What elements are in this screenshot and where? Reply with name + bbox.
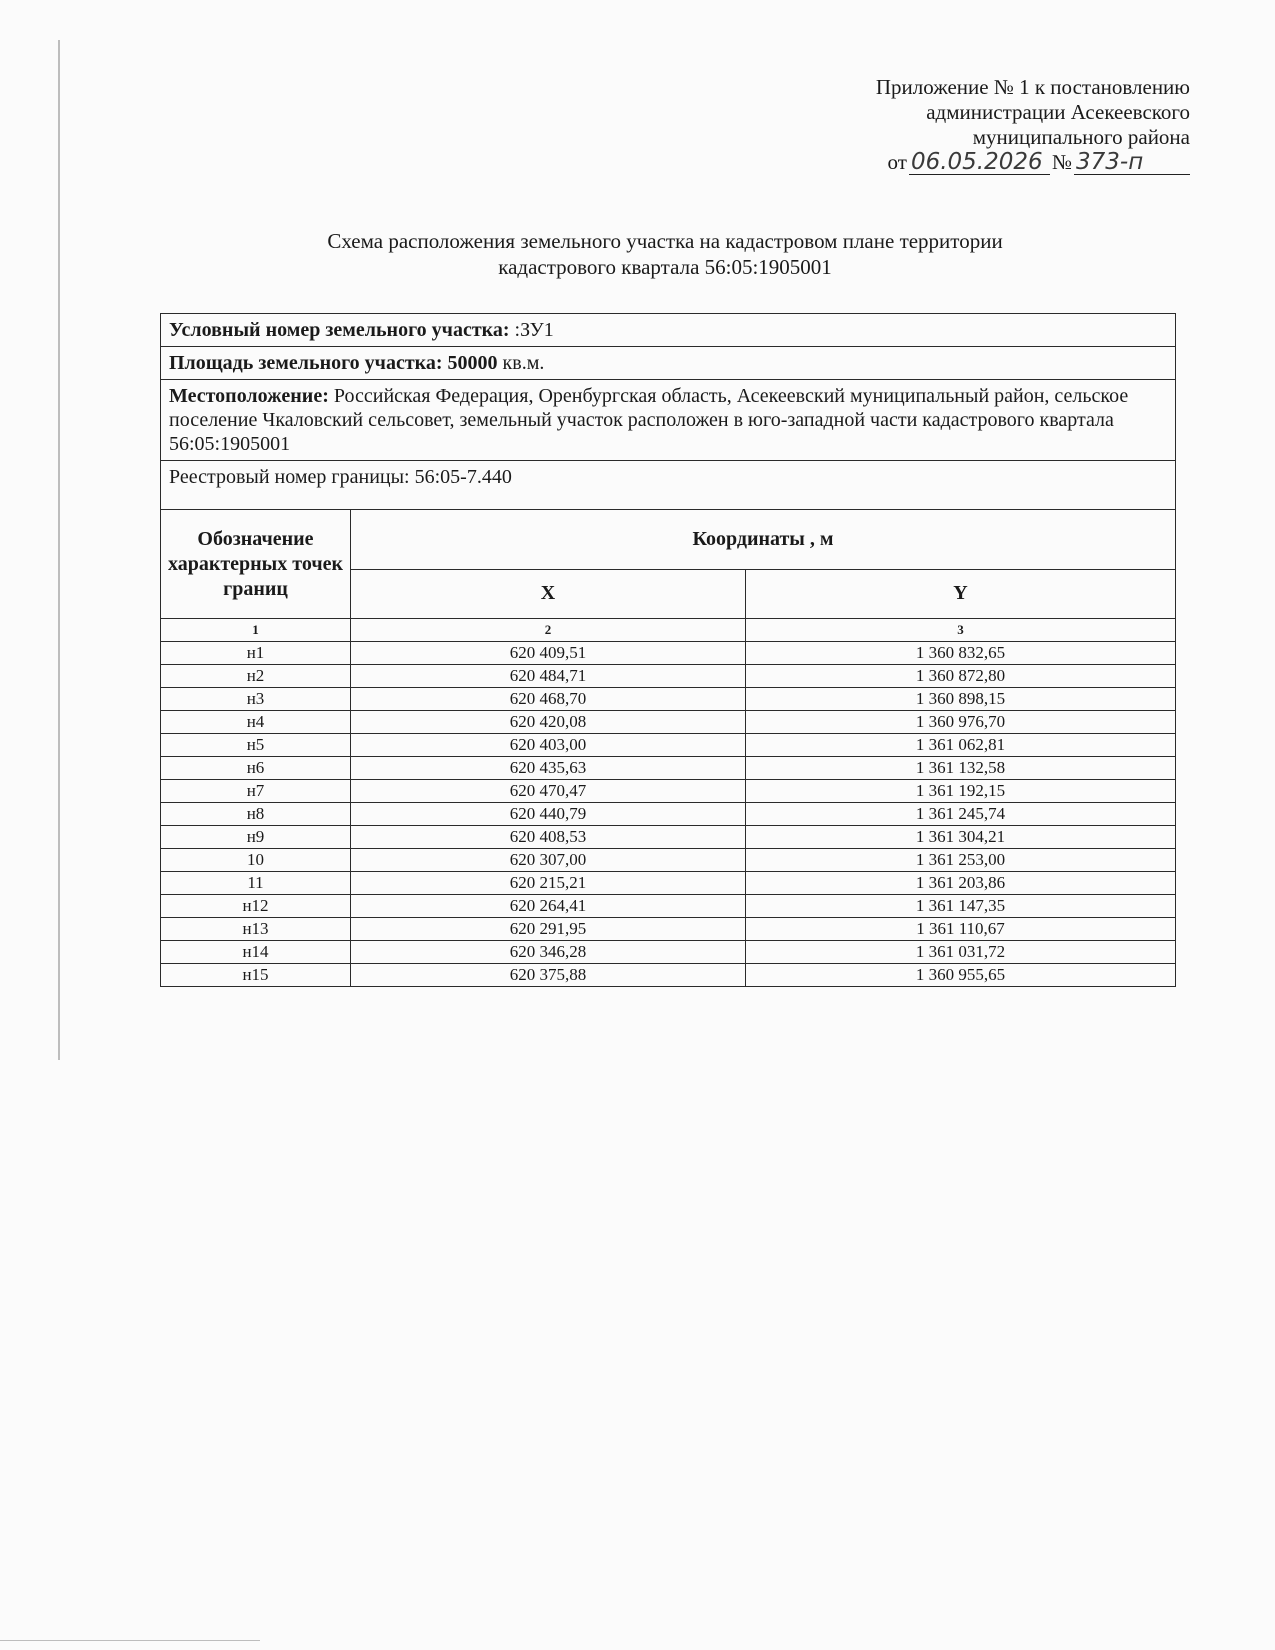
table-row: [161, 665, 1176, 688]
table-row: [161, 941, 1176, 964]
area-row: [161, 347, 1176, 380]
x-cell: 620 346,28: [351, 941, 746, 964]
x-cell: 620 409,51: [351, 642, 746, 665]
x-cell: 620 440,79: [351, 803, 746, 826]
column-number-3: 3: [746, 619, 1176, 642]
y-cell: 1 361 192,15: [746, 780, 1176, 803]
x-cell: 620 468,70: [351, 688, 746, 711]
x-cell: 620 408,53: [351, 826, 746, 849]
point-cell: н6: [161, 757, 351, 780]
plot-number-label: Условный номер земельного участка:: [169, 319, 510, 341]
x-cell: 620 435,63: [351, 757, 746, 780]
y-cell: 1 360 955,65: [746, 964, 1176, 987]
table-row: [161, 688, 1176, 711]
x-cell: 620 307,00: [351, 849, 746, 872]
from-label: от: [887, 150, 907, 174]
registry-row: [161, 461, 1176, 510]
point-cell: н5: [161, 734, 351, 757]
y-cell: 1 361 304,21: [746, 826, 1176, 849]
column-number-1: 1: [161, 619, 351, 642]
y-cell: 1 361 147,35: [746, 895, 1176, 918]
table-row: [161, 872, 1176, 895]
x-cell: 620 264,41: [351, 895, 746, 918]
area-unit: кв.м.: [502, 352, 545, 374]
location-row: [161, 380, 1176, 461]
table-row: [161, 918, 1176, 941]
point-cell: н15: [161, 964, 351, 987]
title-line-1: Схема расположения земельного участка на кадастровом плане территории: [327, 229, 1003, 253]
number-label: №: [1051, 150, 1072, 174]
y-header: Y: [746, 569, 1176, 618]
point-cell: н3: [161, 688, 351, 711]
table-row: [161, 780, 1176, 803]
column-number-2: 2: [351, 619, 746, 642]
y-cell: 1 360 898,15: [746, 688, 1176, 711]
y-cell: 1 361 245,74: [746, 803, 1176, 826]
y-cell: 1 361 253,00: [746, 849, 1176, 872]
point-cell: 10: [161, 849, 351, 872]
coordinates-header: Координаты , м: [351, 510, 1176, 570]
point-cell: н2: [161, 665, 351, 688]
table-row: [161, 734, 1176, 757]
point-cell: н9: [161, 826, 351, 849]
coordinates-table: [160, 313, 1176, 987]
table-row: [161, 757, 1176, 780]
location-label: Местоположение:: [169, 385, 329, 407]
point-cell: н13: [161, 918, 351, 941]
y-cell: 1 360 872,80: [746, 665, 1176, 688]
table-row: [161, 849, 1176, 872]
plot-number-value: :ЗУ1: [514, 319, 554, 341]
y-cell: 1 361 203,86: [746, 872, 1176, 895]
x-cell: 620 403,00: [351, 734, 746, 757]
x-cell: 620 470,47: [351, 780, 746, 803]
title-line-2: кадастрового квартала 56:05:1905001: [498, 255, 832, 279]
header-row-1: [161, 510, 1176, 570]
y-cell: 1 360 832,65: [746, 642, 1176, 665]
table-row: [161, 711, 1176, 734]
table-row: [161, 964, 1176, 987]
annex-line-3: муниципального района: [972, 125, 1190, 149]
area-value: 50000: [447, 352, 498, 374]
x-cell: 620 215,21: [351, 872, 746, 895]
table-row: [161, 803, 1176, 826]
x-header: X: [351, 569, 746, 618]
x-cell: 620 291,95: [351, 918, 746, 941]
annex-date-line: [770, 150, 1190, 175]
y-cell: 1 360 976,70: [746, 711, 1176, 734]
y-cell: 1 361 132,58: [746, 757, 1176, 780]
y-cell: 1 361 110,67: [746, 918, 1176, 941]
handwritten-number: 373-п: [1074, 150, 1190, 175]
column-number-row: [161, 619, 1176, 642]
document-title: [230, 228, 1100, 280]
plot-number-row: [161, 314, 1176, 347]
x-cell: 620 420,08: [351, 711, 746, 734]
point-cell: н7: [161, 780, 351, 803]
scan-edge-bottom: [0, 1640, 260, 1641]
handwritten-date: 06.05.2026: [909, 150, 1050, 175]
location-value: Российская Федерация, Оренбургская область, Асекеевский муниципальный район, сельское поселение Чкаловский сельсовет, земельный участок расположен в юго-западной части кадастрового квартала 56:05:1905001: [169, 385, 1129, 455]
registry-value: 56:05-7.440: [414, 466, 512, 488]
table-row: [161, 642, 1176, 665]
annex-line-1: Приложение № 1 к постановлению: [875, 75, 1190, 99]
point-cell: н14: [161, 941, 351, 964]
annex-header: [770, 75, 1190, 175]
table-row: [161, 826, 1176, 849]
table-row: [161, 895, 1176, 918]
coordinate-rows: [161, 642, 1176, 987]
annex-line-2: администрации Асекеевского: [926, 100, 1190, 124]
point-cell: н4: [161, 711, 351, 734]
point-cell: 11: [161, 872, 351, 895]
x-cell: 620 375,88: [351, 964, 746, 987]
point-cell: н8: [161, 803, 351, 826]
area-label: Площадь земельного участка:: [169, 352, 443, 374]
point-cell: н12: [161, 895, 351, 918]
scan-edge-left: [58, 40, 60, 1060]
x-cell: 620 484,71: [351, 665, 746, 688]
point-cell: н1: [161, 642, 351, 665]
y-cell: 1 361 062,81: [746, 734, 1176, 757]
registry-label: Реестровый номер границы:: [169, 466, 410, 488]
y-cell: 1 361 031,72: [746, 941, 1176, 964]
points-header: Обозначение характерных точек границ: [161, 510, 351, 619]
